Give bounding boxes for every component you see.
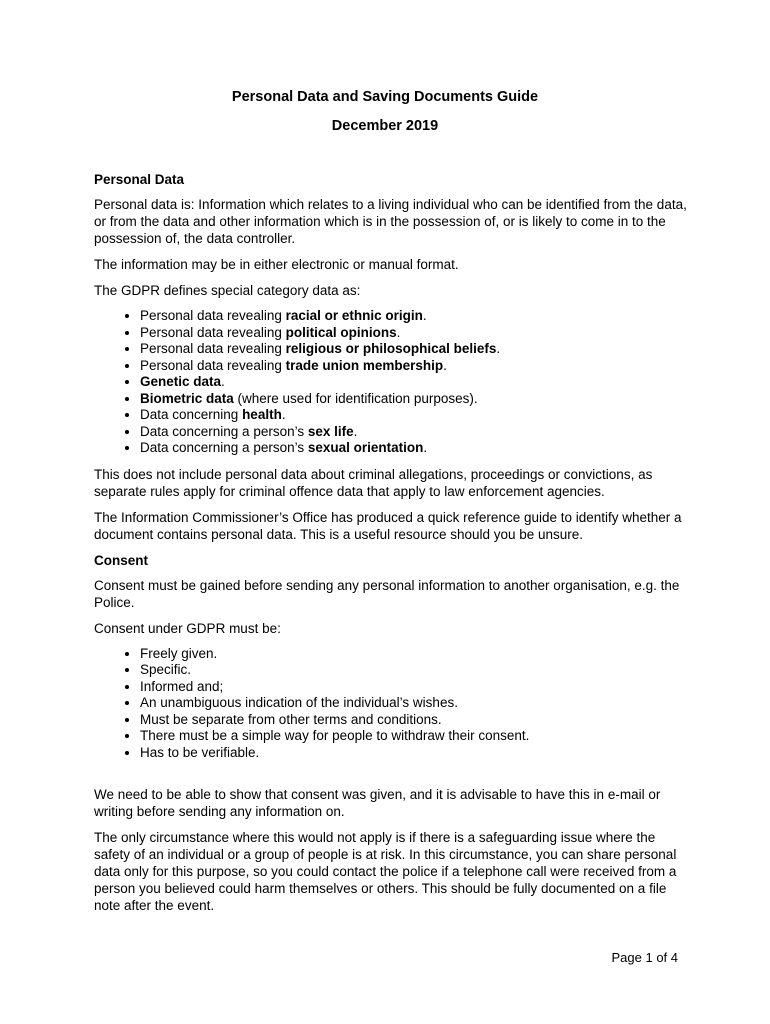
list-item: • Genetic data. bbox=[140, 374, 694, 391]
list-item: • Data concerning a person’s sex life. bbox=[140, 424, 694, 441]
list-item: • Personal data revealing trade union membership. bbox=[140, 358, 694, 375]
list-item: • Specific. bbox=[140, 662, 694, 679]
list-item: • Personal data revealing racial or ethnic origin. bbox=[140, 308, 694, 325]
ico-guide-paragraph: The Information Commissioner’s Office has produced a quick reference guide to identify whether a document contains personal data. This is a useful resource should you be unsure. bbox=[94, 509, 682, 542]
list-item: • Data concerning health. bbox=[140, 407, 694, 424]
personal-data-definition: Personal data is: Information which relates to a living individual who can be identified from the data, or from the data and other information which is in the possession of, or is likely to come in to the possession of, the data controller. bbox=[94, 197, 687, 246]
consent-heading: Consent bbox=[94, 552, 148, 568]
list-item: • Biometric data (where used for identification purposes). bbox=[140, 391, 694, 408]
list-item: • There must be a simple way for people to withdraw their consent. bbox=[140, 728, 694, 745]
page-number: Page 1 of 4 bbox=[611, 950, 678, 965]
format-paragraph: The information may be in either electronic or manual format. bbox=[94, 257, 459, 272]
document-title: Personal Data and Saving Documents Guide bbox=[231, 89, 539, 105]
special-category-intro: The GDPR defines special category data as: bbox=[94, 283, 361, 298]
criminal-data-paragraph: This does not include personal data about criminal allegations, proceedings or convictions, as separate rules apply for criminal offence data that apply to law enforcement agencies. bbox=[94, 466, 653, 499]
list-item: • Informed and; bbox=[140, 679, 694, 696]
list-item: • Freely given. bbox=[140, 646, 694, 663]
personal-data-heading: Personal Data bbox=[94, 172, 185, 187]
consent-requirements-list bbox=[94, 646, 694, 762]
safeguarding-paragraph: The only circumstance where this would not apply is if there is a safeguarding issue where the safety of an individual or a group of people is at risk. In this circumstance, you can share personal data only for this purpose, so you could contact the police if a telephone call were received from a person you believed could harm themselves or others. This should be fully documented on a file note after the event. bbox=[94, 830, 677, 913]
spacer bbox=[94, 770, 694, 786]
list-item: • An unambiguous indication of the individual’s wishes. bbox=[140, 695, 694, 712]
list-item: • Must be separate from other terms and conditions. bbox=[140, 712, 694, 729]
document-date: December 2019 bbox=[331, 118, 439, 134]
consent-evidence-paragraph: We need to be able to show that consent was given, and it is advisable to have this in e-mail or writing before sending any information on. bbox=[94, 787, 661, 819]
list-item: • Personal data revealing political opinions. bbox=[140, 325, 694, 342]
consent-paragraph: Consent must be gained before sending any personal information to another organisation, e.g. the Police. bbox=[94, 577, 680, 610]
consent-requirements-intro: Consent under GDPR must be: bbox=[94, 620, 281, 636]
special-category-list bbox=[94, 308, 694, 457]
list-item: • Personal data revealing religious or philosophical beliefs. bbox=[140, 341, 694, 358]
document-body bbox=[94, 171, 694, 923]
list-item: • Data concerning a person’s sexual orientation. bbox=[140, 440, 694, 457]
list-item: • Has to be verifiable. bbox=[140, 745, 694, 762]
